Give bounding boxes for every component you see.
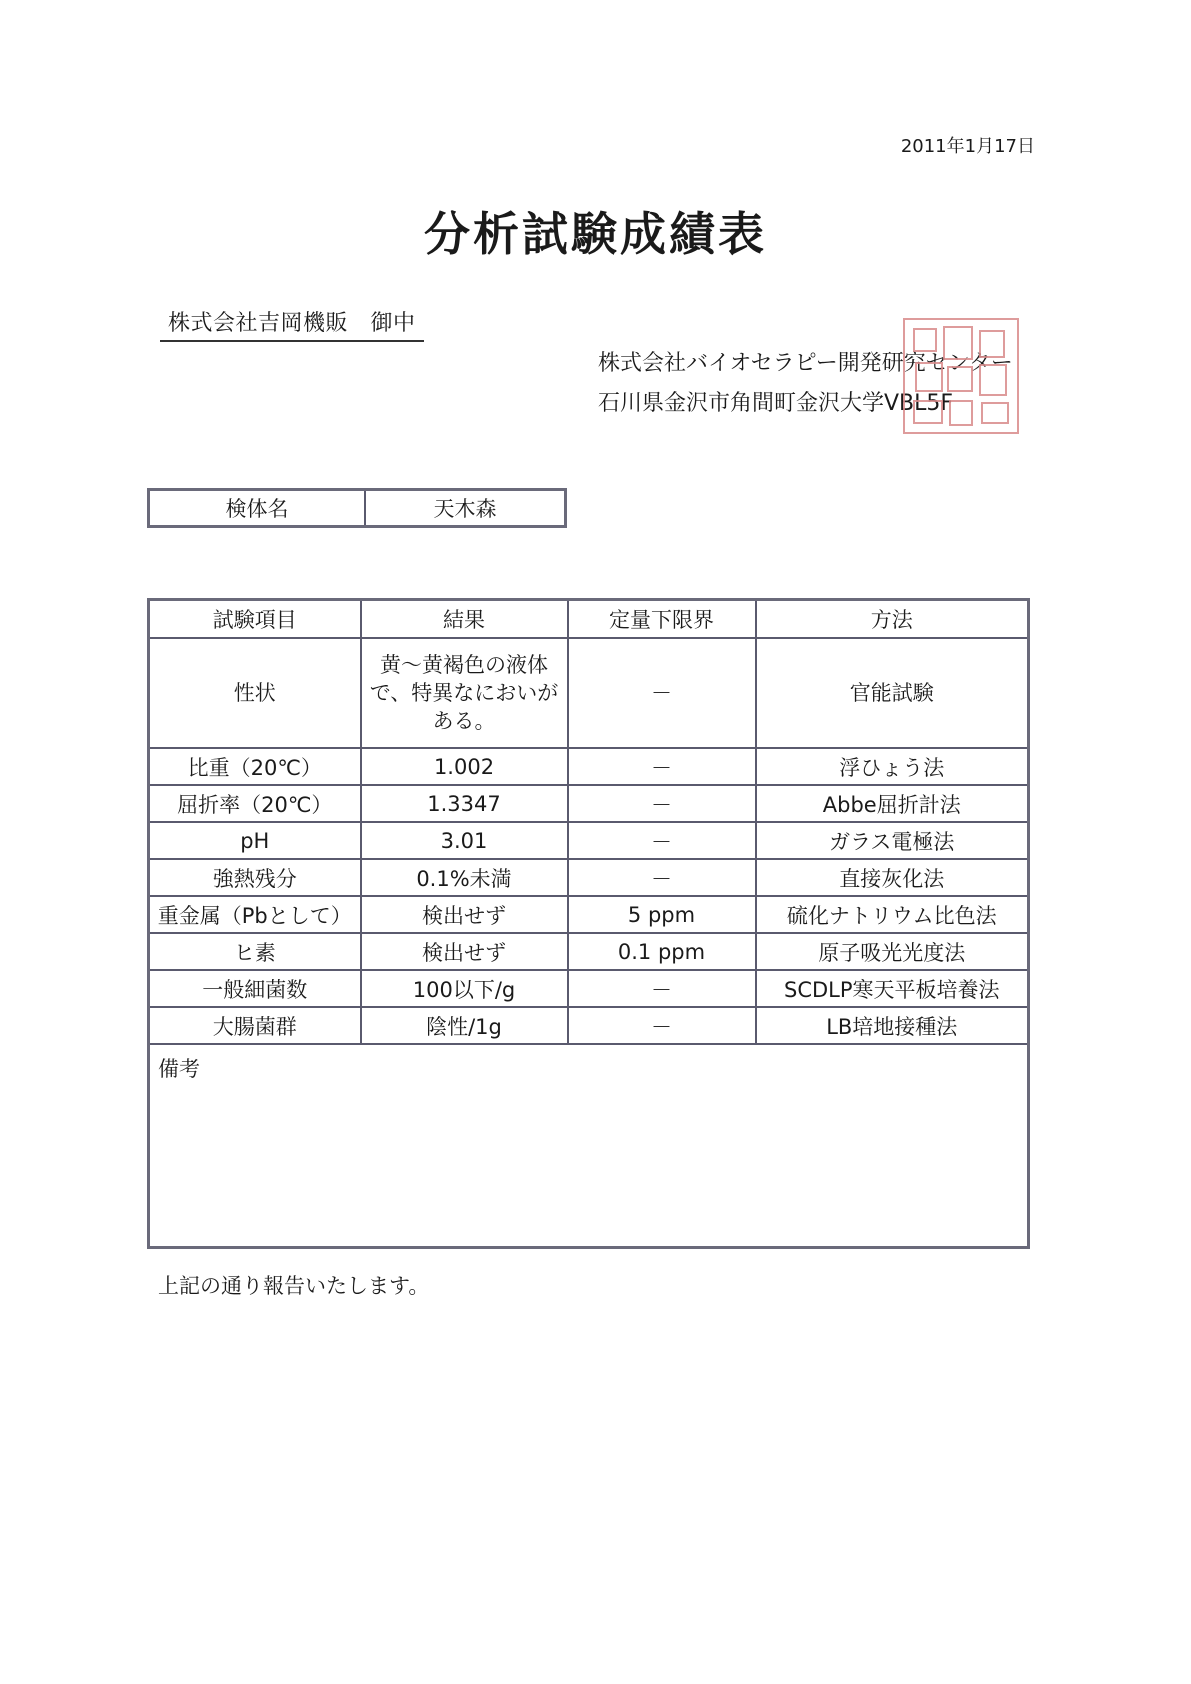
table-row [149, 638, 1029, 748]
table-row [149, 859, 1029, 896]
test-item: 強熱残分 [149, 859, 361, 896]
table-row [149, 748, 1029, 785]
result: 3.01 [361, 822, 568, 859]
test-item: ヒ素 [149, 933, 361, 970]
method: Abbe屈折計法 [756, 785, 1029, 822]
detection-limit: － [568, 748, 756, 785]
result: 検出せず [361, 933, 568, 970]
detection-limit: － [568, 785, 756, 822]
method: 原子吸光光度法 [756, 933, 1029, 970]
result: 1.002 [361, 748, 568, 785]
table-row [149, 822, 1029, 859]
header-test-item: 試験項目 [149, 600, 361, 639]
table-row [149, 970, 1029, 1007]
detection-limit: － [568, 638, 756, 748]
method: 硫化ナトリウム比色法 [756, 896, 1029, 933]
header-detection-limit: 定量下限界 [568, 600, 756, 639]
issuer-name: 株式会社バイオセラピー開発研究センター [598, 351, 1013, 376]
results-header-row [149, 600, 1029, 639]
remarks-label: 備考 [158, 1057, 200, 1081]
test-item: 一般細菌数 [149, 970, 361, 1007]
result: 0.1%未満 [361, 859, 568, 896]
test-item: 性状 [149, 638, 361, 748]
method: 官能試験 [756, 638, 1029, 748]
test-item: 屈折率（20℃） [149, 785, 361, 822]
table-row [149, 785, 1029, 822]
detection-limit: － [568, 859, 756, 896]
document-title: 分析試験成績表 [424, 207, 767, 261]
sample-name: 天木森 [365, 490, 566, 527]
detection-limit: － [568, 1007, 756, 1044]
company-seal-stamp [903, 318, 1019, 434]
recipient: 株式会社吉岡機販 御中 [160, 306, 424, 342]
method: 直接灰化法 [756, 859, 1029, 896]
table-row [149, 1007, 1029, 1044]
report-date: 2011年1月17日 [900, 136, 1035, 157]
table-row [149, 896, 1029, 933]
result: 1.3347 [361, 785, 568, 822]
detection-limit: 5 ppm [568, 896, 756, 933]
header-method: 方法 [756, 600, 1029, 639]
sample-table [147, 488, 567, 528]
results-table [147, 598, 1030, 1249]
method: LB培地接種法 [756, 1007, 1029, 1044]
result: 100以下/g [361, 970, 568, 1007]
test-item: 比重（20℃） [149, 748, 361, 785]
result: 検出せず [361, 896, 568, 933]
test-item: pH [149, 822, 361, 859]
method: SCDLP寒天平板培養法 [756, 970, 1029, 1007]
sample-label: 検体名 [149, 490, 366, 527]
result: 黄～黄褐色の液体で、特異なにおいがある。 [361, 638, 568, 748]
result: 陰性/1g [361, 1007, 568, 1044]
issuer-address: 石川県金沢市角間町金沢大学VBL5F [598, 391, 954, 416]
closing-statement: 上記の通り報告いたします。 [158, 1274, 430, 1298]
method: 浮ひょう法 [756, 748, 1029, 785]
header-result: 結果 [361, 600, 568, 639]
test-item: 重金属（Pbとして） [149, 896, 361, 933]
detection-limit: 0.1 ppm [568, 933, 756, 970]
remarks-cell [149, 1044, 1029, 1248]
detection-limit: － [568, 970, 756, 1007]
table-row [149, 933, 1029, 970]
test-item: 大腸菌群 [149, 1007, 361, 1044]
detection-limit: － [568, 822, 756, 859]
method: ガラス電極法 [756, 822, 1029, 859]
